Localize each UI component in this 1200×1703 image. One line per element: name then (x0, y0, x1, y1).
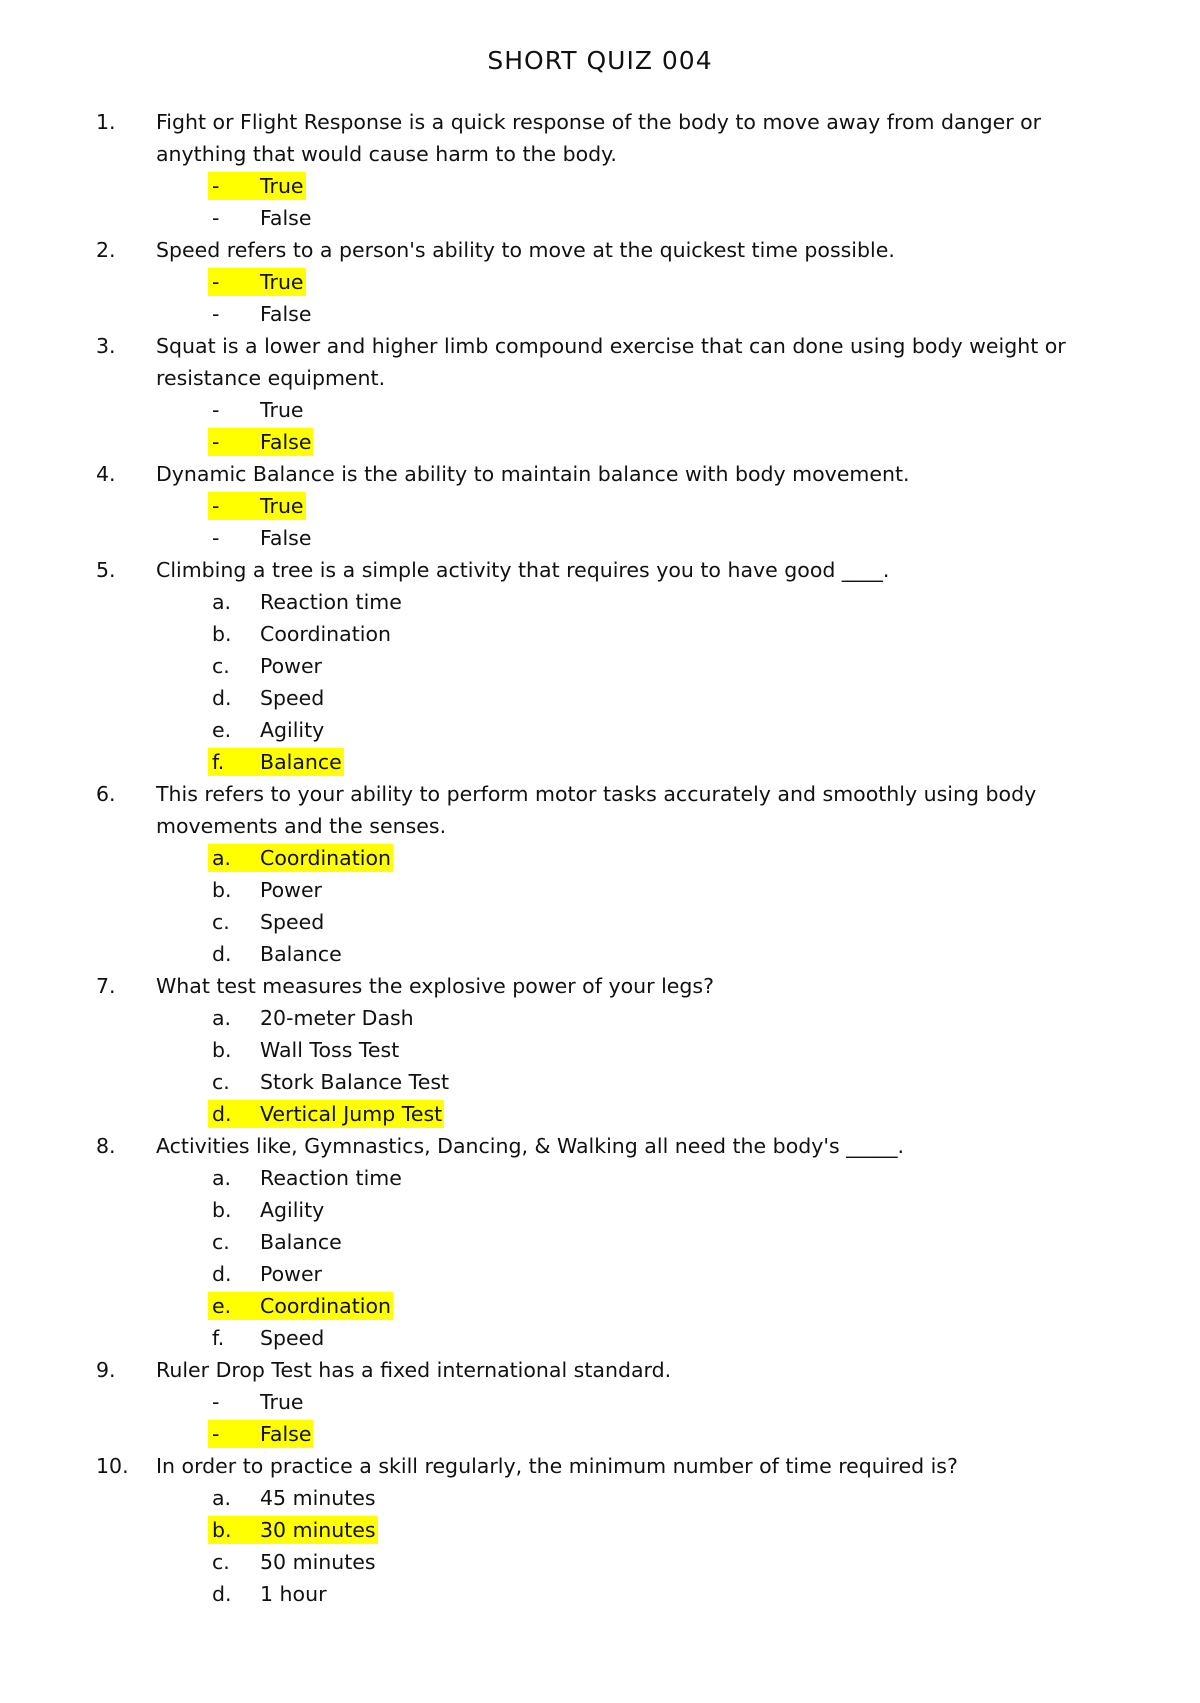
answer-choices (96, 1482, 1136, 1610)
question-number: 5. (96, 558, 116, 582)
choice-marker: - (212, 430, 220, 454)
answer-choice-content (208, 492, 306, 520)
question-text: Speed refers to a person's ability to move at the quickest time possible. (156, 238, 895, 262)
answer-choice-highlighted (208, 426, 1136, 458)
answer-choice-content (208, 1484, 378, 1512)
choice-marker: a. (212, 846, 232, 870)
page-title: SHORT QUIZ 004 (487, 46, 713, 75)
choice-label: Agility (260, 1198, 325, 1222)
choice-label: Balance (260, 750, 342, 774)
choice-marker: c. (212, 1550, 230, 1574)
choice-label: 20-meter Dash (260, 1006, 414, 1030)
answer-choices (96, 266, 1136, 330)
choice-label: 30 minutes (260, 1518, 376, 1542)
question-text: Ruler Drop Test has a fixed international standard. (156, 1358, 672, 1382)
answer-choices (96, 1002, 1136, 1130)
choice-label: False (260, 302, 312, 326)
answer-choice-content (208, 940, 344, 968)
question-text: Climbing a tree is a simple activity that requires you to have good ____. (156, 558, 890, 582)
answer-choice (208, 1002, 1136, 1034)
answer-choice (208, 394, 1136, 426)
answer-choice-content (208, 1036, 401, 1064)
choice-marker: - (212, 174, 220, 198)
answer-choice (208, 1194, 1136, 1226)
answer-choice-highlighted (208, 746, 1136, 778)
question-number: 3. (96, 334, 116, 358)
question-number: 4. (96, 462, 116, 486)
answer-choice-content (208, 1548, 378, 1576)
question-text: Fight or Flight Response is a quick response of the body to move away from danger or anything that would cause harm to the body. (156, 110, 1042, 166)
answer-choice (208, 618, 1136, 650)
answer-choice-content (208, 684, 326, 712)
question-item (96, 1354, 1136, 1386)
answer-choices (96, 490, 1136, 554)
question-text: Dynamic Balance is the ability to maintain balance with body movement. (156, 462, 910, 486)
choice-marker: c. (212, 910, 230, 934)
answer-choice-highlighted (208, 1098, 1136, 1130)
choice-label: True (260, 494, 304, 518)
question-item (96, 1450, 1136, 1482)
choice-marker: b. (212, 1518, 232, 1542)
answer-choice (208, 682, 1136, 714)
question-text: This refers to your ability to perform motor tasks accurately and smoothly using body movements and the senses. (156, 782, 1037, 838)
question-item (96, 554, 1136, 586)
answer-choice (208, 586, 1136, 618)
answer-choice (208, 714, 1136, 746)
question-number: 8. (96, 1134, 116, 1158)
choice-marker: b. (212, 622, 232, 646)
choice-label: Coordination (260, 622, 391, 646)
choice-label: Power (260, 878, 322, 902)
choice-marker: b. (212, 1038, 232, 1062)
choice-marker: d. (212, 942, 232, 966)
choice-label: True (260, 270, 304, 294)
answer-choices (96, 586, 1136, 778)
choice-marker: c. (212, 1070, 230, 1094)
choice-label: Coordination (260, 846, 391, 870)
choice-marker: f. (212, 750, 225, 774)
choice-marker: - (212, 1390, 220, 1414)
answer-choice-content (208, 268, 306, 296)
answer-choice-highlighted (208, 1418, 1136, 1450)
answer-choice-content (208, 1004, 416, 1032)
choice-label: False (260, 1422, 312, 1446)
question-number: 1. (96, 110, 116, 134)
question-item (96, 1130, 1136, 1162)
answer-choice-content (208, 908, 326, 936)
choice-marker: c. (212, 1230, 230, 1254)
answer-choice-content (208, 172, 306, 200)
choice-marker: a. (212, 590, 232, 614)
question-list (96, 106, 1136, 1610)
choice-marker: - (212, 494, 220, 518)
question-number: 10. (96, 1454, 129, 1478)
choice-marker: - (212, 526, 220, 550)
answer-choice (208, 906, 1136, 938)
choice-label: False (260, 206, 312, 230)
answer-choice-content (208, 844, 393, 872)
answer-choice (208, 1258, 1136, 1290)
answer-choice-highlighted (208, 490, 1136, 522)
answer-choices (96, 1162, 1136, 1354)
choice-marker: a. (212, 1486, 232, 1510)
answer-choices (96, 842, 1136, 970)
choice-label: 50 minutes (260, 1550, 376, 1574)
answer-choice (208, 1034, 1136, 1066)
answer-choice (208, 1226, 1136, 1258)
answer-choice (208, 298, 1136, 330)
question-item (96, 458, 1136, 490)
answer-choice-content (208, 1292, 393, 1320)
choice-label: Speed (260, 1326, 325, 1350)
answer-choice (208, 650, 1136, 682)
answer-choice (208, 1162, 1136, 1194)
answer-choice (208, 522, 1136, 554)
answer-choice-highlighted (208, 170, 1136, 202)
choice-label: Power (260, 1262, 322, 1286)
answer-choice-highlighted (208, 266, 1136, 298)
answer-choice-content (208, 1196, 326, 1224)
choice-label: False (260, 526, 312, 550)
question-text: In order to practice a skill regularly, the minimum number of time required is? (156, 1454, 958, 1478)
choice-label: Vertical Jump Test (260, 1102, 443, 1126)
choice-marker: a. (212, 1006, 232, 1030)
answer-choice-content (208, 1516, 378, 1544)
choice-marker: c. (212, 654, 230, 678)
choice-marker: - (212, 302, 220, 326)
choice-label: 45 minutes (260, 1486, 376, 1510)
answer-choice-content (208, 1580, 329, 1608)
choice-marker: - (212, 270, 220, 294)
choice-label: Coordination (260, 1294, 391, 1318)
answer-choice-content (208, 1324, 326, 1352)
answer-choice-highlighted (208, 1514, 1136, 1546)
answer-choice-content (208, 1100, 444, 1128)
answer-choice-content (208, 524, 313, 552)
answer-choice (208, 938, 1136, 970)
choice-marker: f. (212, 1326, 225, 1350)
choice-label: Power (260, 654, 322, 678)
answer-choice-content (208, 620, 393, 648)
choice-marker: - (212, 206, 220, 230)
answer-choice-content (208, 1228, 344, 1256)
choice-label: Reaction time (260, 1166, 402, 1190)
answer-choice-highlighted (208, 842, 1136, 874)
answer-choice (208, 1546, 1136, 1578)
question-number: 7. (96, 974, 116, 998)
answer-choices (96, 394, 1136, 458)
choice-label: Reaction time (260, 590, 402, 614)
choice-marker: e. (212, 1294, 232, 1318)
question-item (96, 106, 1136, 170)
answer-choice-content (208, 588, 404, 616)
answer-choice-content (208, 748, 344, 776)
answer-choice-content (208, 652, 324, 680)
choice-label: Stork Balance Test (260, 1070, 450, 1094)
choice-marker: a. (212, 1166, 232, 1190)
answer-choices (96, 170, 1136, 234)
choice-label: Balance (260, 942, 342, 966)
question-item (96, 330, 1136, 394)
question-number: 6. (96, 782, 116, 806)
answer-choice-content (208, 396, 306, 424)
choice-marker: e. (212, 718, 232, 742)
choice-marker: d. (212, 686, 232, 710)
choice-marker: d. (212, 1582, 232, 1606)
answer-choice (208, 1066, 1136, 1098)
choice-label: True (260, 1390, 304, 1414)
choice-marker: b. (212, 1198, 232, 1222)
answer-choice-highlighted (208, 1290, 1136, 1322)
choice-label: Speed (260, 910, 325, 934)
choice-marker: - (212, 398, 220, 422)
question-item (96, 234, 1136, 266)
choice-label: True (260, 174, 304, 198)
answer-choice-content (208, 300, 313, 328)
choice-marker: d. (212, 1262, 232, 1286)
question-number: 9. (96, 1358, 116, 1382)
choice-label: Agility (260, 718, 325, 742)
answer-choice (208, 1578, 1136, 1610)
question-item (96, 970, 1136, 1002)
answer-choice-content (208, 876, 324, 904)
question-item (96, 778, 1136, 842)
choice-marker: - (212, 1422, 220, 1446)
answer-choices (96, 1386, 1136, 1450)
answer-choice-content (208, 204, 313, 232)
answer-choice (208, 874, 1136, 906)
answer-choice (208, 1386, 1136, 1418)
choice-label: False (260, 430, 312, 454)
answer-choice-content (208, 428, 313, 456)
answer-choice-content (208, 1260, 324, 1288)
choice-label: Speed (260, 686, 325, 710)
answer-choice (208, 1482, 1136, 1514)
answer-choice-content (208, 1068, 451, 1096)
choice-marker: d. (212, 1102, 232, 1126)
choice-label: Balance (260, 1230, 342, 1254)
choice-label: True (260, 398, 304, 422)
question-text: What test measures the explosive power of your legs? (156, 974, 714, 998)
answer-choice-content (208, 1164, 404, 1192)
choice-marker: b. (212, 878, 232, 902)
question-number: 2. (96, 238, 116, 262)
question-text: Activities like, Gymnastics, Dancing, & Walking all need the body's _____. (156, 1134, 904, 1158)
answer-choice-content (208, 716, 326, 744)
question-text: Squat is a lower and higher limb compound exercise that can done using body weight or resistance equipment. (156, 334, 1066, 390)
answer-choice (208, 202, 1136, 234)
answer-choice (208, 1322, 1136, 1354)
answer-choice-content (208, 1420, 313, 1448)
choice-label: 1 hour (260, 1582, 327, 1606)
answer-choice-content (208, 1388, 306, 1416)
choice-label: Wall Toss Test (260, 1038, 400, 1062)
